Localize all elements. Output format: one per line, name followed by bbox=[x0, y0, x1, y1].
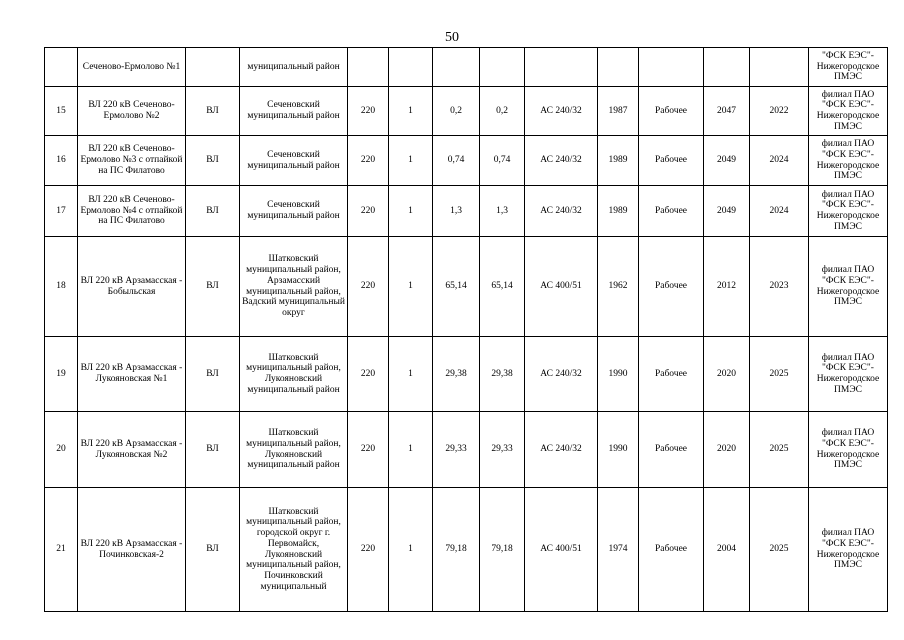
cell-length-total: 0,74 bbox=[433, 136, 480, 186]
cell-technical-state: Рабочее bbox=[639, 136, 704, 186]
cell-line-type: ВЛ bbox=[186, 237, 240, 337]
table-row bbox=[45, 186, 888, 237]
cell-voltage: 220 bbox=[348, 412, 389, 488]
cell-length-region: 29,33 bbox=[480, 412, 525, 488]
cell-voltage: 220 bbox=[348, 488, 389, 612]
cell-year-planned: 2024 bbox=[750, 186, 809, 237]
cell-line-type: ВЛ bbox=[186, 136, 240, 186]
cell-wire-brand: АС 240/32 bbox=[525, 412, 598, 488]
cell-circuit-count: 1 bbox=[389, 237, 433, 337]
cell-circuit-count: 1 bbox=[389, 87, 433, 136]
cell-year-commissioned: 1989 bbox=[598, 136, 639, 186]
cell-wire-brand: АС 240/32 bbox=[525, 337, 598, 412]
cell-length-total: 65,14 bbox=[433, 237, 480, 337]
cell-voltage bbox=[348, 48, 389, 87]
cell-owner: филиал ПАО "ФСК ЕЭС"- Нижегородское ПМЭС bbox=[809, 488, 888, 612]
cell-year-planned: 2024 bbox=[750, 136, 809, 186]
cell-year-commissioned: 1989 bbox=[598, 186, 639, 237]
cell-municipal-area: Шатковский муниципальный район, городской округ г. Первомайск, Лукояновский муниципальный район, Починковский муниципальный bbox=[240, 488, 348, 612]
cell-municipal-area: Сеченовский муниципальный район bbox=[240, 186, 348, 237]
cell-year-planned: 2022 bbox=[750, 87, 809, 136]
cell-length-total: 29,33 bbox=[433, 412, 480, 488]
cell-circuit-count: 1 bbox=[389, 488, 433, 612]
cell-line-name: ВЛ 220 кВ Сеченово-Ермолово №4 с отпайкой на ПС Филатово bbox=[78, 186, 186, 237]
cell-municipal-area: Шатковский муниципальный район, Арзамасский муниципальный район, Вадский муниципальный округ bbox=[240, 237, 348, 337]
cell-year-planned: 2025 bbox=[750, 412, 809, 488]
cell-voltage: 220 bbox=[348, 337, 389, 412]
cell-owner: филиал ПАО "ФСК ЕЭС"- Нижегородское ПМЭС bbox=[809, 337, 888, 412]
cell-wire-brand bbox=[525, 48, 598, 87]
cell-municipal-area: муниципальный район bbox=[240, 48, 348, 87]
cell-year-service-end: 2049 bbox=[704, 186, 750, 237]
cell-circuit-count bbox=[389, 48, 433, 87]
cell-technical-state: Рабочее bbox=[639, 87, 704, 136]
table-row bbox=[45, 87, 888, 136]
cell-line-type bbox=[186, 48, 240, 87]
cell-row-number: 15 bbox=[45, 87, 78, 136]
cell-row-number: 19 bbox=[45, 337, 78, 412]
cell-length-region bbox=[480, 48, 525, 87]
cell-wire-brand: АС 240/32 bbox=[525, 136, 598, 186]
cell-voltage: 220 bbox=[348, 186, 389, 237]
cell-municipal-area: Шатковский муниципальный район, Лукояновский муниципальный район bbox=[240, 337, 348, 412]
cell-municipal-area: Сеченовский муниципальный район bbox=[240, 136, 348, 186]
cell-wire-brand: АС 400/51 bbox=[525, 488, 598, 612]
table-row bbox=[45, 337, 888, 412]
cell-year-service-end: 2049 bbox=[704, 136, 750, 186]
cell-line-name: ВЛ 220 кВ Арзамасская - Бобыльская bbox=[78, 237, 186, 337]
cell-year-service-end: 2020 bbox=[704, 412, 750, 488]
cell-year-commissioned bbox=[598, 48, 639, 87]
cell-year-commissioned: 1990 bbox=[598, 337, 639, 412]
cell-length-total: 1,3 bbox=[433, 186, 480, 237]
cell-year-planned bbox=[750, 48, 809, 87]
cell-line-name: ВЛ 220 кВ Арзамасская - Лукояновская №1 bbox=[78, 337, 186, 412]
cell-voltage: 220 bbox=[348, 237, 389, 337]
cell-length-region: 0,74 bbox=[480, 136, 525, 186]
cell-length-region: 29,38 bbox=[480, 337, 525, 412]
cell-year-commissioned: 1962 bbox=[598, 237, 639, 337]
cell-owner: филиал ПАО "ФСК ЕЭС"- Нижегородское ПМЭС bbox=[809, 412, 888, 488]
cell-line-type: ВЛ bbox=[186, 337, 240, 412]
cell-line-name: ВЛ 220 кВ Арзамасская - Починковская-2 bbox=[78, 488, 186, 612]
cell-line-name: ВЛ 220 кВ Арзамасская - Лукояновская №2 bbox=[78, 412, 186, 488]
cell-line-type: ВЛ bbox=[186, 186, 240, 237]
power-lines-table bbox=[44, 47, 888, 612]
cell-year-service-end: 2004 bbox=[704, 488, 750, 612]
cell-year-service-end bbox=[704, 48, 750, 87]
cell-year-service-end: 2020 bbox=[704, 337, 750, 412]
cell-voltage: 220 bbox=[348, 87, 389, 136]
cell-circuit-count: 1 bbox=[389, 337, 433, 412]
cell-row-number: 21 bbox=[45, 488, 78, 612]
cell-technical-state: Рабочее bbox=[639, 186, 704, 237]
cell-wire-brand: АС 240/32 bbox=[525, 186, 598, 237]
cell-owner: филиал ПАО "ФСК ЕЭС"- Нижегородское ПМЭС bbox=[809, 87, 888, 136]
cell-circuit-count: 1 bbox=[389, 136, 433, 186]
cell-technical-state: Рабочее bbox=[639, 337, 704, 412]
table-row bbox=[45, 136, 888, 186]
cell-technical-state: Рабочее bbox=[639, 488, 704, 612]
cell-circuit-count: 1 bbox=[389, 186, 433, 237]
cell-owner: "ФСК ЕЭС"- Нижегородское ПМЭС bbox=[809, 48, 888, 87]
cell-year-service-end: 2012 bbox=[704, 237, 750, 337]
table-row bbox=[45, 488, 888, 612]
cell-length-total: 79,18 bbox=[433, 488, 480, 612]
cell-owner: филиал ПАО "ФСК ЕЭС"- Нижегородское ПМЭС bbox=[809, 136, 888, 186]
cell-owner: филиал ПАО "ФСК ЕЭС"- Нижегородское ПМЭС bbox=[809, 237, 888, 337]
cell-length-total bbox=[433, 48, 480, 87]
cell-line-type: ВЛ bbox=[186, 412, 240, 488]
cell-length-total: 29,38 bbox=[433, 337, 480, 412]
cell-line-name: Сеченово-Ермолово №1 bbox=[78, 48, 186, 87]
cell-line-name: ВЛ 220 кВ Сеченово-Ермолово №2 bbox=[78, 87, 186, 136]
cell-wire-brand: АС 240/32 bbox=[525, 87, 598, 136]
cell-length-region: 65,14 bbox=[480, 237, 525, 337]
cell-length-region: 1,3 bbox=[480, 186, 525, 237]
table-row bbox=[45, 237, 888, 337]
cell-row-number: 18 bbox=[45, 237, 78, 337]
cell-technical-state bbox=[639, 48, 704, 87]
table-row bbox=[45, 412, 888, 488]
cell-line-type: ВЛ bbox=[186, 488, 240, 612]
cell-row-number: 20 bbox=[45, 412, 78, 488]
cell-wire-brand: АС 400/51 bbox=[525, 237, 598, 337]
cell-year-commissioned: 1990 bbox=[598, 412, 639, 488]
table-body bbox=[45, 48, 888, 612]
cell-row-number bbox=[45, 48, 78, 87]
cell-year-planned: 2025 bbox=[750, 337, 809, 412]
cell-row-number: 17 bbox=[45, 186, 78, 237]
cell-year-planned: 2023 bbox=[750, 237, 809, 337]
cell-owner: филиал ПАО "ФСК ЕЭС"- Нижегородское ПМЭС bbox=[809, 186, 888, 237]
table-row bbox=[45, 48, 888, 87]
cell-year-planned: 2025 bbox=[750, 488, 809, 612]
cell-municipal-area: Сеченовский муниципальный район bbox=[240, 87, 348, 136]
cell-row-number: 16 bbox=[45, 136, 78, 186]
cell-length-total: 0,2 bbox=[433, 87, 480, 136]
cell-circuit-count: 1 bbox=[389, 412, 433, 488]
cell-year-commissioned: 1987 bbox=[598, 87, 639, 136]
cell-line-name: ВЛ 220 кВ Сеченово-Ермолово №3 с отпайкой на ПС Филатово bbox=[78, 136, 186, 186]
cell-line-type: ВЛ bbox=[186, 87, 240, 136]
cell-year-service-end: 2047 bbox=[704, 87, 750, 136]
cell-technical-state: Рабочее bbox=[639, 237, 704, 337]
cell-length-region: 0,2 bbox=[480, 87, 525, 136]
cell-voltage: 220 bbox=[348, 136, 389, 186]
cell-length-region: 79,18 bbox=[480, 488, 525, 612]
page-number: 50 bbox=[445, 30, 459, 45]
cell-year-commissioned: 1974 bbox=[598, 488, 639, 612]
cell-municipal-area: Шатковский муниципальный район, Лукояновский муниципальный район bbox=[240, 412, 348, 488]
cell-technical-state: Рабочее bbox=[639, 412, 704, 488]
